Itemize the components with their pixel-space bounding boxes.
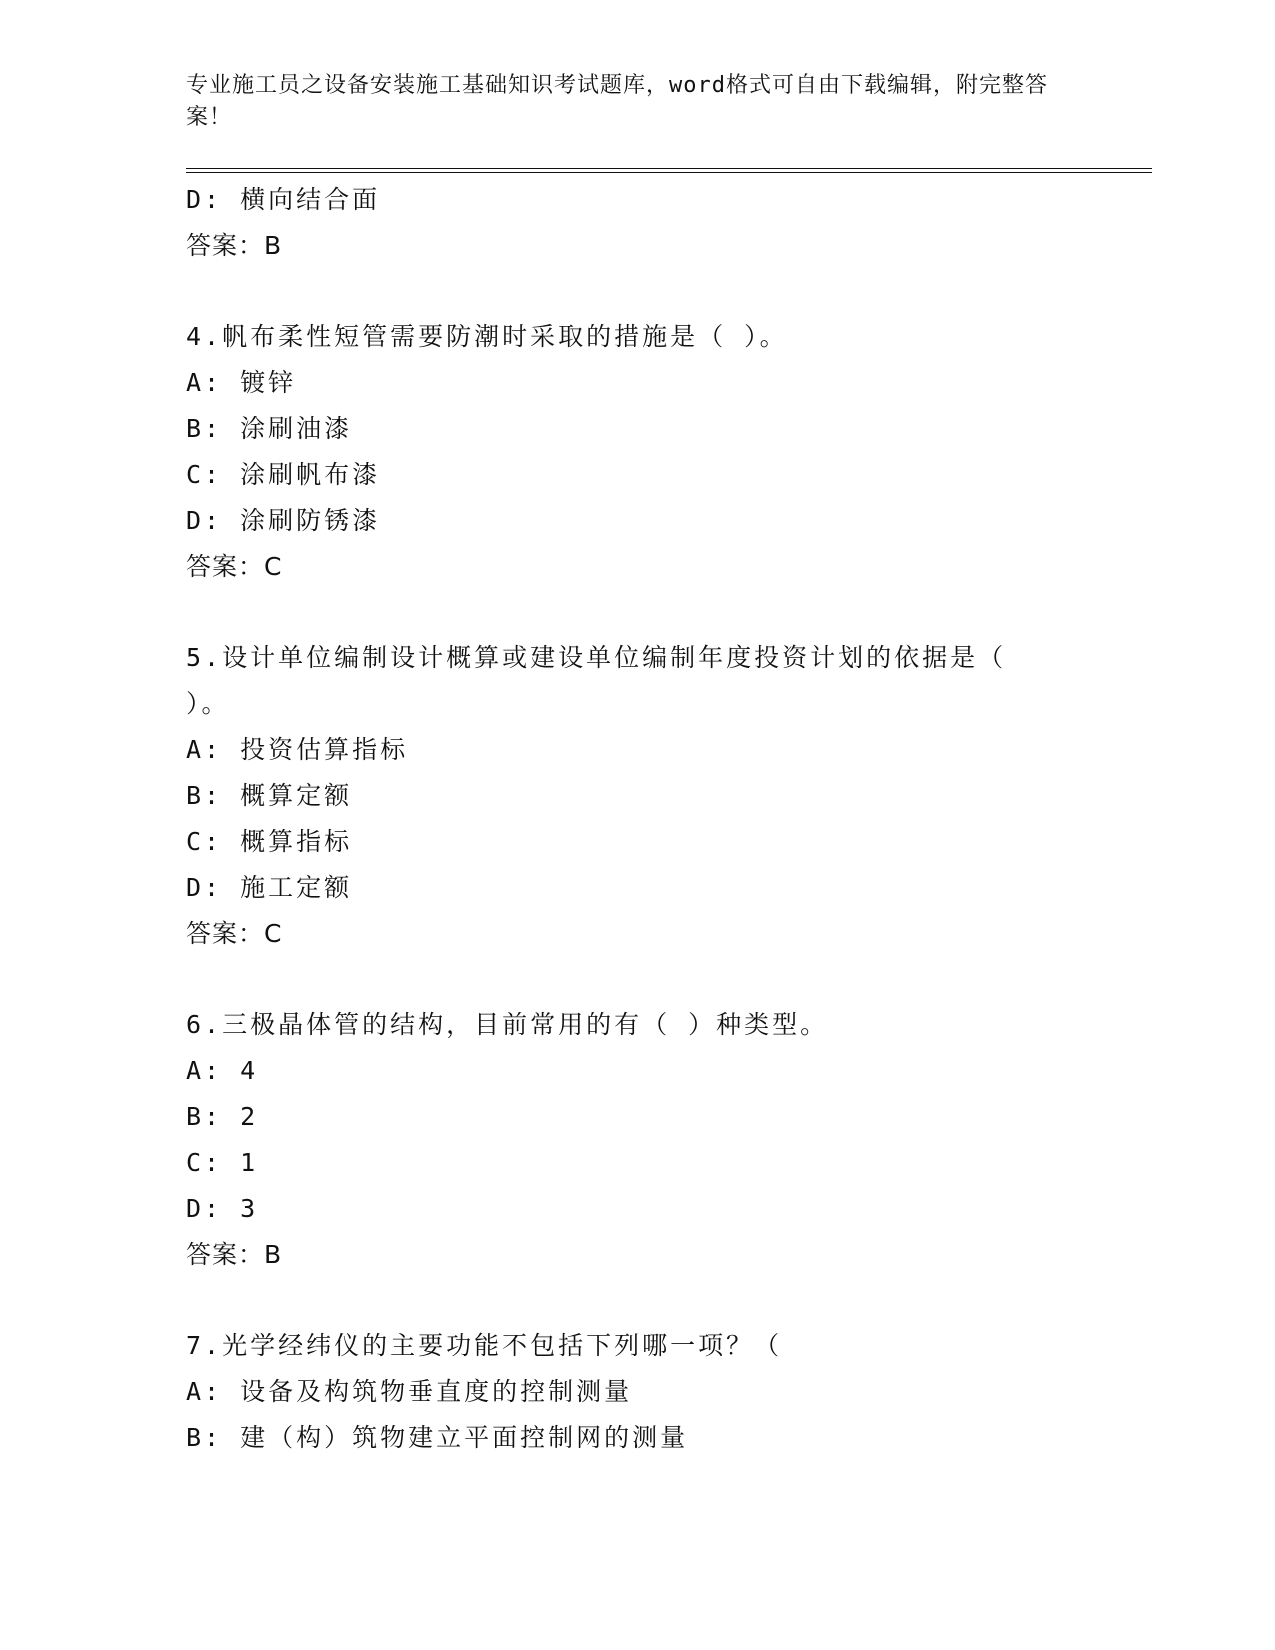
option-d: D: 3 xyxy=(186,1194,259,1223)
option-d: D: 横向结合面 xyxy=(186,185,381,214)
option-c: C: 概算指标 xyxy=(186,827,353,856)
question-stem: 7.光学经纬仪的主要功能不包括下列哪一项？（ xyxy=(186,1331,783,1360)
spacer xyxy=(186,957,1146,1002)
document-page xyxy=(186,70,1146,1461)
answer-line: 答案：C xyxy=(186,919,283,948)
question-4 xyxy=(186,314,1146,590)
answer-line: 答案：B xyxy=(186,231,283,260)
question-6 xyxy=(186,1002,1146,1278)
question-3-tail xyxy=(186,177,1146,269)
option-a: A: 4 xyxy=(186,1056,259,1085)
header-divider xyxy=(186,168,1152,173)
option-b: B: 建（构）筑物建立平面控制网的测量 xyxy=(186,1423,689,1452)
spacer xyxy=(186,590,1146,635)
option-b: B: 涂刷油漆 xyxy=(186,414,353,443)
answer-line: 答案：C xyxy=(186,552,283,581)
option-d: D: 施工定额 xyxy=(186,873,353,902)
document-header: 专业施工员之设备安装施工基础知识考试题库，word格式可自由下载编辑，附完整答案！ xyxy=(186,73,1048,130)
option-b: B: 概算定额 xyxy=(186,781,353,810)
option-a: A: 镀锌 xyxy=(186,368,297,397)
option-c: C: 1 xyxy=(186,1148,259,1177)
question-stem: 6.三极晶体管的结构，目前常用的有（ ）种类型。 xyxy=(186,1010,829,1039)
option-c: C: 涂刷帆布漆 xyxy=(186,460,381,489)
divider-line-top xyxy=(186,168,1152,169)
divider-line-bottom xyxy=(186,172,1152,173)
spacer xyxy=(186,269,1146,314)
option-a: A: 投资估算指标 xyxy=(186,735,409,764)
question-stem: 4.帆布柔性短管需要防潮时采取的措施是（ ）。 xyxy=(186,322,788,351)
option-a: A: 设备及构筑物垂直度的控制测量 xyxy=(186,1377,633,1406)
question-5 xyxy=(186,635,1146,957)
question-stem: 5.设计单位编制设计概算或建设单位编制年度投资计划的依据是（ ）。 xyxy=(186,643,1007,718)
option-d: D: 涂刷防锈漆 xyxy=(186,506,381,535)
question-7 xyxy=(186,1323,1146,1461)
answer-line: 答案：B xyxy=(186,1240,283,1269)
spacer xyxy=(186,1278,1146,1323)
option-b: B: 2 xyxy=(186,1102,259,1131)
